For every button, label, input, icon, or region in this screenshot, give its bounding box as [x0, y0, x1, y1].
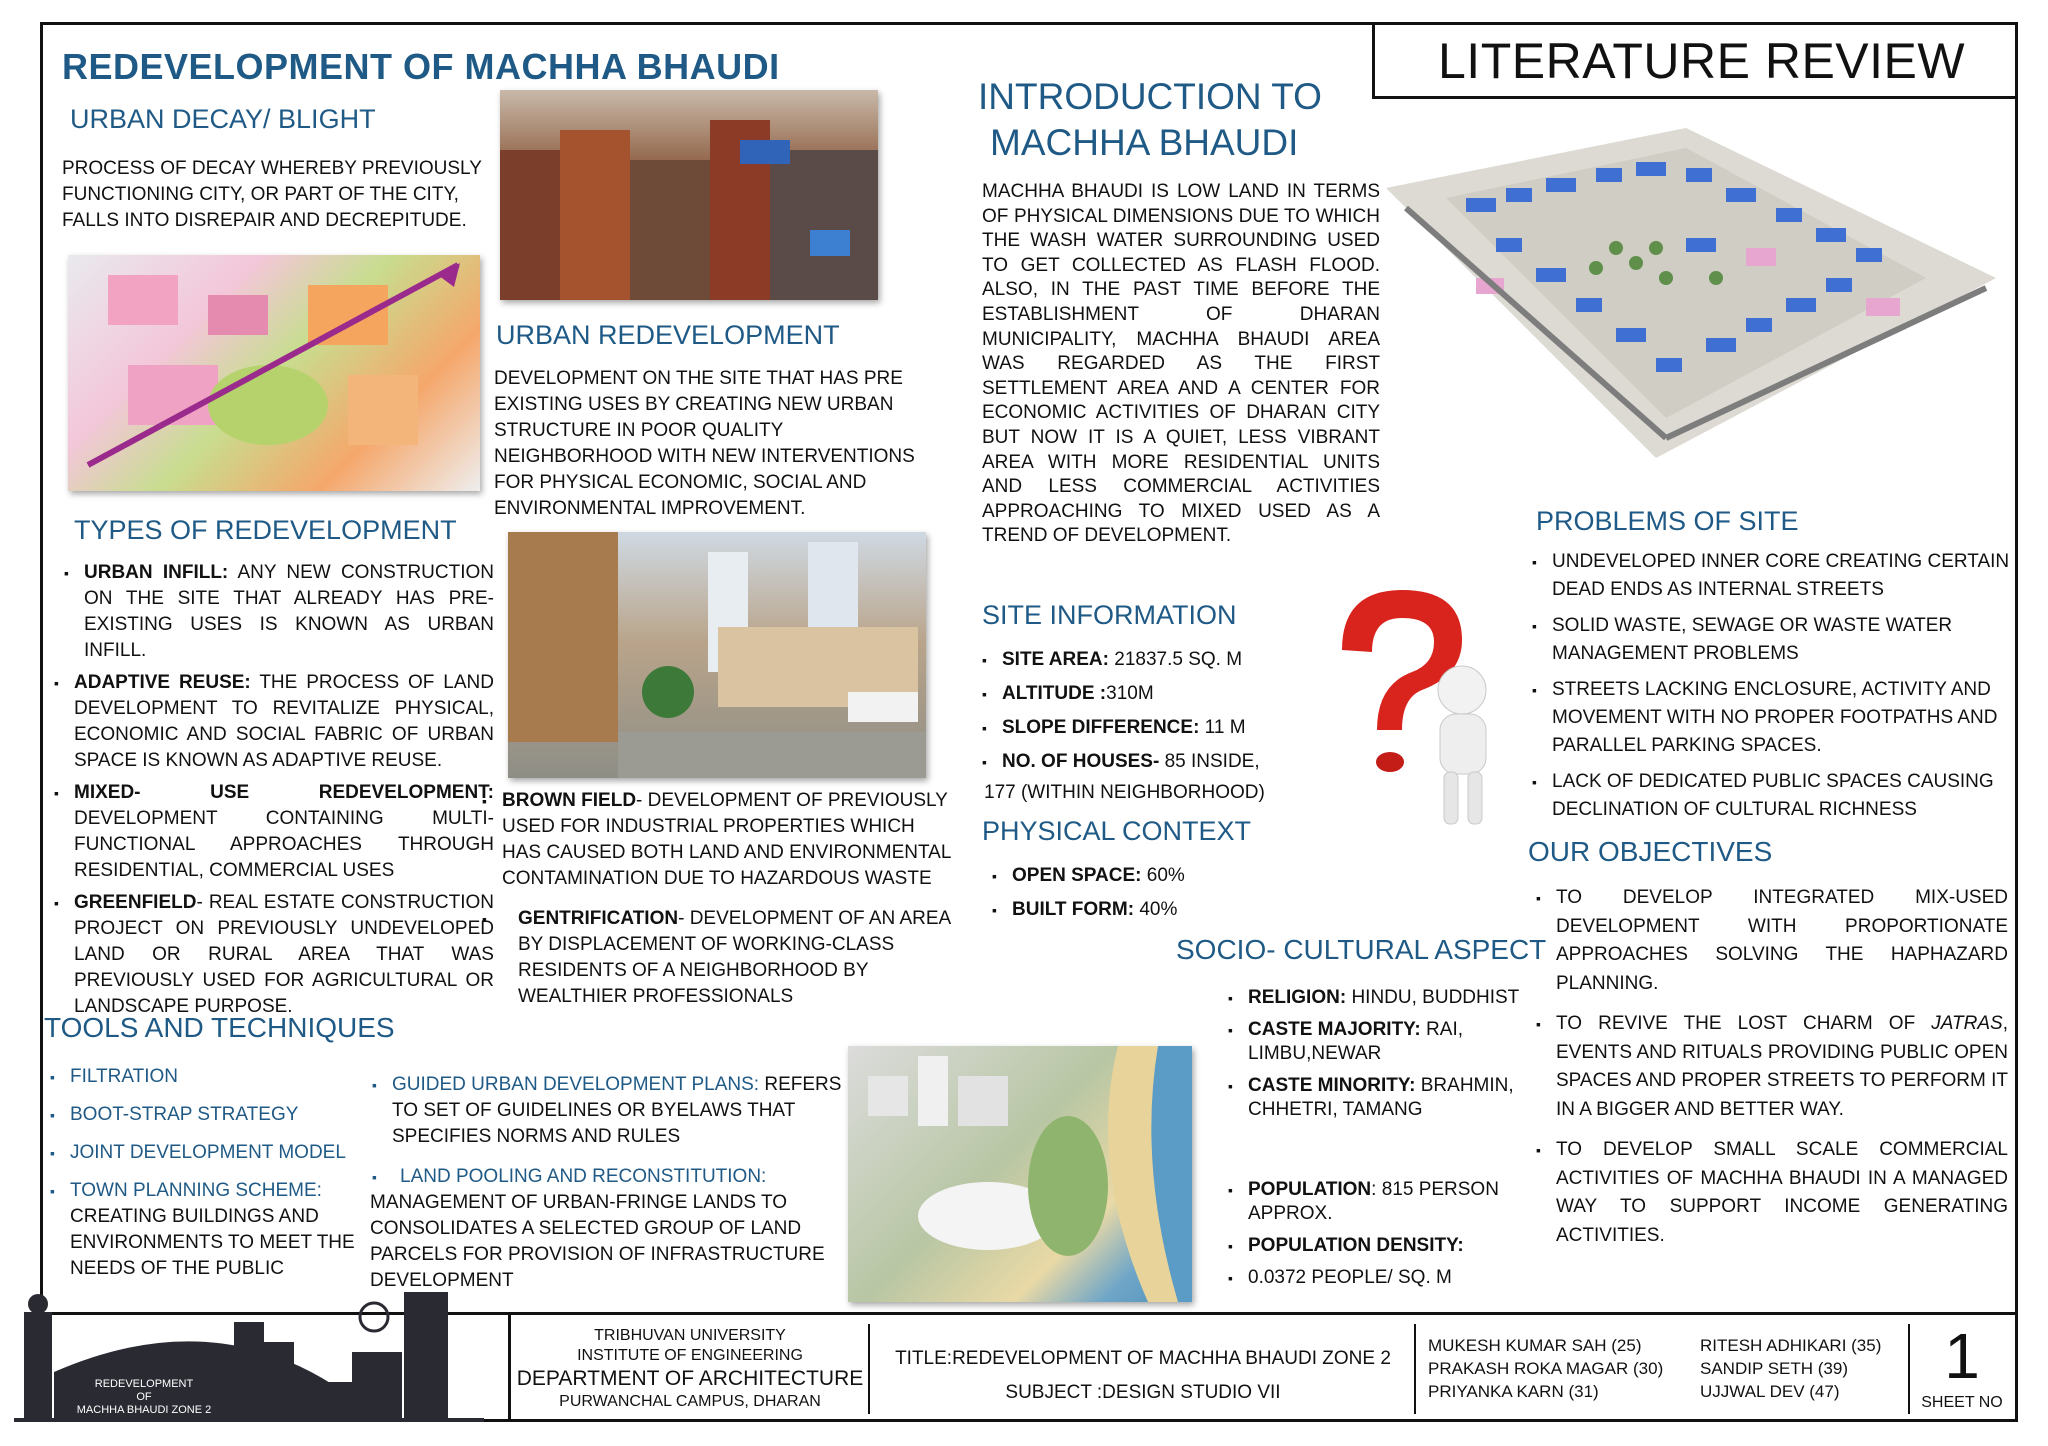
- members-left: [1428, 1334, 1663, 1403]
- site-3d-model-art: [1386, 128, 1996, 458]
- types-heading: TYPES OF REDEVELOPMENT: [74, 515, 457, 545]
- type-brownfield: ▪ BROWN FIELD- DEVELOPMENT OF PREVIOUSLY USED FOR INDUSTRIAL PROPERTIES WHICH HAS CAUSED BOTH LAND AND ENVIRONMENTAL CONTAMINATION DUE TO HAZARDOUS WASTE: [480, 788, 956, 892]
- site-info-heading: SITE INFORMATION: [982, 600, 1237, 630]
- project-subject: SUBJECT :DESIGN STUDIO VII: [1005, 1382, 1281, 1403]
- urban-decay-diagram-art: [68, 255, 480, 491]
- section-title: LITERATURE REVIEW: [1438, 33, 1966, 89]
- objectives-list: [1534, 884, 2008, 1256]
- tool-filtration: ▪ FILTRATION: [48, 1064, 368, 1090]
- question-figure-image: [1322, 580, 1512, 830]
- tool-joint-development: ▪ JOINT DEVELOPMENT MODEL: [48, 1140, 368, 1166]
- problems-list: [1530, 548, 2010, 832]
- members-right: [1700, 1334, 1881, 1403]
- site-3d-model-image: [1386, 128, 1996, 458]
- member-name: MUKESH KUMAR SAH (25): [1428, 1336, 1642, 1355]
- urban-decay-heading: URBAN DECAY/ BLIGHT: [70, 104, 376, 134]
- intro-heading: [978, 74, 1322, 166]
- intro-heading-line2: MACHHA BHAUDI: [990, 122, 1299, 163]
- site-info-list: [980, 646, 1340, 782]
- type-urban-infill: ▪ URBAN INFILL: ANY NEW CONSTRUCTION ON THE SITE THAT ALREADY HAS PRE-EXISTING USES IS KNOWN AS URBAN INFILL.: [62, 560, 494, 664]
- brownfield-render-art: [508, 532, 926, 778]
- urban-decay-diagram-image: [68, 255, 480, 491]
- department-name: DEPARTMENT OF ARCHITECTURE: [516, 1367, 864, 1390]
- types-list-continued: [480, 788, 956, 1016]
- tools-list: [48, 1064, 368, 1282]
- urban-redevelopment-text: DEVELOPMENT ON THE SITE THAT HAS PRE EXISTING USES BY CREATING NEW URBAN STRUCTURE IN POOR QUALITY NEIGHBORHOOD WITH NEW INTERVENTIONS FOR PHYSICAL ECONOMIC, SOCIAL AND ENVIRONMENTAL IMPROVEMENT.: [494, 368, 915, 519]
- footer-divider: [1908, 1324, 1910, 1414]
- slum-photo-image: [500, 90, 878, 300]
- sheet-number: 1: [1944, 1320, 1980, 1392]
- title-block: [876, 1342, 1410, 1410]
- type-gentrification: ▪ GENTRIFICATION- DEVELOPMENT OF AN AREA BY DISPLACEMENT OF WORKING-CLASS RESIDENTS OF A NEIGHBORHOOD BY WEALTHIER PROFESSIONALS: [480, 906, 956, 1010]
- footer-divider: [1414, 1324, 1416, 1414]
- physical-heading: PHYSICAL CONTEXT: [982, 816, 1252, 846]
- population-density-value: ▪ 0.0372 PEOPLE/ SQ. M: [1226, 1266, 1526, 1290]
- problem-item: ▪ LACK OF DEDICATED PUBLIC SPACES CAUSING DECLINATION OF CULTURAL RICHNESS: [1530, 768, 2010, 824]
- tool-town-planning: ▪ TOWN PLANNING SCHEME: CREATING BUILDINGS AND ENVIRONMENTS TO MEET THE NEEDS OF THE PUBLIC: [48, 1178, 368, 1282]
- objective-item: ▪ TO REVIVE THE LOST CHARM OF JATRAS, EVENTS AND RITUALS PROVIDING PUBLIC OPEN SPACES AND PROPER STREETS TO PERFORM IT IN A BIGGER AND BETTER WAY.: [1534, 1010, 2008, 1124]
- socio-list: [1226, 986, 1526, 1130]
- open-space: ▪ OPEN SPACE: 60%: [990, 862, 1290, 890]
- objectives-heading: OUR OBJECTIVES: [1528, 836, 1773, 867]
- masterplan-render-art: [848, 1046, 1192, 1302]
- objective-item: ▪ TO DEVELOP INTEGRATED MIX-USED DEVELOPMENT WITH PROPORTIONATE APPROACHES SOLVING THE HAPHAZARD PLANNING.: [1534, 884, 2008, 998]
- masterplan-render-image: [848, 1046, 1192, 1302]
- tool-land-pooling: ▪ LAND POOLING AND RECONSTITUTION: MANAGEMENT OF URBAN-FRINGE LANDS TO CONSOLIDATES A SELECTED GROUP OF LAND PARCELS FOR PROVISION OF INFRASTRUCTURE DEVELOPMENT: [370, 1164, 846, 1294]
- tools-heading: TOOLS AND TECHNIQUES: [44, 1012, 395, 1043]
- population: ▪ POPULATION: 815 PERSON APPROX.: [1226, 1178, 1526, 1226]
- urban-redevelopment-heading: URBAN REDEVELOPMENT: [496, 320, 840, 350]
- institution-block: [516, 1326, 864, 1412]
- institute-name: INSTITUTE OF ENGINEERING: [577, 1347, 803, 1364]
- member-name: RITESH ADHIKARI (35): [1700, 1336, 1882, 1355]
- footer-divider: [508, 1312, 511, 1422]
- logo-skyline: [14, 1262, 484, 1422]
- caste-majority: ▪ CASTE MAJORITY: RAI, LIMBU,NEWAR: [1226, 1018, 1526, 1066]
- member-name: UJJWAL DEV (47): [1700, 1382, 1840, 1401]
- problem-item: ▪ SOLID WASTE, SEWAGE OR WASTE WATER MANAGEMENT PROBLEMS: [1530, 612, 2010, 668]
- tool-bootstrap: ▪ BOOT-STRAP STRATEGY: [48, 1102, 368, 1128]
- brownfield-render-image: [508, 532, 926, 778]
- caste-minority: ▪ CASTE MINORITY: BRAHMIN, CHHETRI, TAMANG: [1226, 1074, 1526, 1122]
- socio-heading: SOCIO- CULTURAL ASPECT: [1176, 934, 1547, 965]
- title-divider-horizontal: [1372, 96, 2018, 99]
- physical-list: [990, 862, 1290, 930]
- logo-text: REDEVELOPMENT OF MACHHA BHAUDI ZONE 2: [76, 1378, 212, 1416]
- intro-text: MACHHA BHAUDI IS LOW LAND IN TERMS OF PHYSICAL DIMENSIONS DUE TO WHICH THE WASH WATER SURROUNDING USED TO GET COLLECTED AS FLASH FLOOD. ALSO, IN THE PAST TIME BEFORE THE ESTABLISHMENT OF DHARAN MUNICIPALITY, MACHHA BHAUDI AREA WAS REGARDED AS THE FIRST SETTLEMENT AREA AND A CENTER FOR ECONOMIC ACTIVITIES OF DHARAN CITY BUT NOW IT IS A QUIET, LESS VIBRANT AREA WITH MORE RESIDENTIAL UNITS AND LESS COMMERCIAL ACTIVITIES APPROACHING TO MIXED USED AS A TREND OF DEVELOPMENT.: [982, 181, 1380, 547]
- site-slope: ▪ SLOPE DIFFERENCE: 11 M: [980, 714, 1340, 742]
- population-density: ▪ POPULATION DENSITY:: [1226, 1234, 1526, 1258]
- types-list: [62, 560, 494, 1026]
- footer-divider: [868, 1324, 870, 1414]
- built-form: ▪ BUILT FORM: 40%: [990, 896, 1290, 924]
- title-divider-vertical: [1372, 22, 1375, 98]
- project-title: TITLE:REDEVELOPMENT OF MACHHA BHAUDI ZONE 2: [895, 1348, 1391, 1369]
- site-houses: ▪ NO. OF HOUSES- 85 INSIDE,: [980, 748, 1340, 776]
- member-name: PRIYANKA KARN (31): [1428, 1382, 1599, 1401]
- religion: ▪ RELIGION: HINDU, BUDDHIST: [1226, 986, 1526, 1010]
- type-mixed-use: ▪ MIXED- USE REDEVELOPMENT: DEVELOPMENT CONTAINING MULTI-FUNCTIONAL APPROACHES THROUGH RESIDENTIAL, COMMERCIAL USES: [52, 780, 494, 884]
- campus-name: PURWANCHAL CAMPUS, DHARAN: [559, 1393, 821, 1410]
- problem-item: ▪ STREETS LACKING ENCLOSURE, ACTIVITY AND MOVEMENT WITH NO PROPER FOOTPATHS AND PARALLEL PARKING SPACES.: [1530, 676, 2010, 760]
- sheet-label: SHEET NO: [1921, 1394, 2003, 1411]
- socio-list-population: [1226, 1178, 1526, 1296]
- tool-guided-development-plans: ▪ GUIDED URBAN DEVELOPMENT PLANS: REFERS TO SET OF GUIDELINES OR BYELAWS THAT SPECIFIES NORMS AND RULES: [370, 1072, 846, 1150]
- member-name: SANDIP SETH (39): [1700, 1359, 1849, 1378]
- university-name: TRIBHUVAN UNIVERSITY: [594, 1327, 786, 1344]
- type-adaptive-reuse: ▪ ADAPTIVE REUSE: THE PROCESS OF LAND DEVELOPMENT TO REVITALIZE PHYSICAL, ECONOMIC AND SOCIAL FABRIC OF URBAN SPACE IS KNOWN AS ADAPTIVE REUSE.: [52, 670, 494, 774]
- site-altitude: ▪ ALTITUDE :310M: [980, 680, 1340, 708]
- main-title: REDEVELOPMENT OF MACHHA BHAUDI: [62, 46, 780, 87]
- site-houses-continued: 177 (WITHIN NEIGHBORHOOD): [984, 782, 1265, 803]
- problem-item: ▪ UNDEVELOPED INNER CORE CREATING CERTAIN DEAD ENDS AS INTERNAL STREETS: [1530, 548, 2010, 604]
- intro-heading-line1: INTRODUCTION TO: [978, 76, 1322, 117]
- site-area: ▪ SITE AREA: 21837.5 SQ. M: [980, 646, 1340, 674]
- objective-item: ▪ TO DEVELOP SMALL SCALE COMMERCIAL ACTIVITIES OF MACHHA BHAUDI IN A MANAGED WAY TO SUPPORT INCOME GENERATING ACTIVITIES.: [1534, 1136, 2008, 1250]
- slum-photo-art: [500, 90, 878, 300]
- question-figure-art: [1322, 580, 1512, 830]
- member-name: PRAKASH ROKA MAGAR (30): [1428, 1359, 1664, 1378]
- problems-heading: PROBLEMS OF SITE: [1536, 506, 1799, 536]
- urban-decay-text: PROCESS OF DECAY WHEREBY PREVIOUSLY FUNCTIONING CITY, OR PART OF THE CITY, FALLS INTO DISREPAIR AND DECREPITUDE.: [62, 158, 482, 231]
- type-greenfield: ▪ GREENFIELD- REAL ESTATE CONSTRUCTION PROJECT ON PREVIOUSLY UNDEVELOPED LAND OR RURAL AREA THAT WAS PREVIOUSLY USED FOR AGRICULTURAL OR LANDSCAPE PURPOSE.: [52, 890, 494, 1020]
